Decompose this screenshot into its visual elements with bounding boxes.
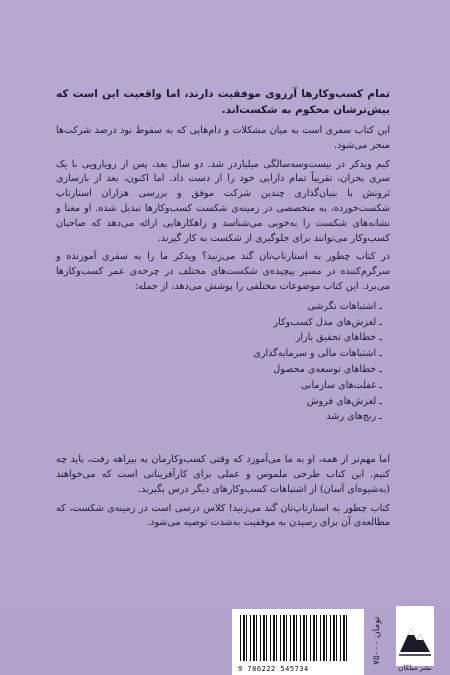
barcode — [232, 609, 364, 675]
barcode-bars — [240, 615, 350, 661]
list-item: ـ اشتباهات نگرشی — [307, 300, 382, 312]
publisher-logo-icon — [396, 606, 434, 666]
list-item: ـ خطاهای تحقیق بازار — [295, 332, 382, 344]
intro-paragraph: این کتاب سفری است به میان مشکلات و دام‌هایی که به سقوط نود درصد شرکت‌ها منجر می‌شود. — [56, 125, 390, 151]
list-item: ـ اشتباهات مالی و سرمایه‌گذاری — [253, 348, 382, 360]
price-label: ۷۵۰۰۰ تومان — [372, 616, 382, 665]
list-item: ـ لغزش‌های فروش — [306, 395, 382, 407]
barcode-number: 9 786222 545734 — [238, 665, 309, 673]
list-item: ـ لغزش‌های مدل کسب‌وکار — [273, 316, 382, 328]
headline: تمام کسب‌وکارها آرزوی موفقیت دارند، اما واقعیت این است که بیش‌ترشان محکوم به شکست‌اند. — [56, 88, 390, 116]
closing-paragraph: اما مهم‌تر از همه، او به ما می‌آموزد که وقتی کسب‌وکارمان به بیراهه رفت، باید چه کنیم. این کتاب طرحی ملموس و عملی برای کارآفرینانی است که می‌خواهند (به‌شیوه‌ای آسان) از اشتباهات کسب‌وکارهای دیگر درس بگیرند. — [56, 454, 390, 495]
author-paragraph: کیم ویدکر در بیست‌وسه‌سالگی میلیاردر شد. دو سال بعد، پس از رویارویی با یک سری بحران، تقریباً تمام دارایی خود را از دست داد. اما اکنون، بعد از بازسازی ثروتش با بنیان‌گذاری چندین شرکت موفق و بررسی هزاران استارتاپ شکست‌خورده، به متخصصی در زمینه‌ی شکست کسب‌وکارها تبدیل شده. او معنا و نشانه‌های شکست را به‌خوبی می‌شناسد و راهکارهایی ارائه می‌دهد که صاحبان کسب‌وکار می‌توانند برای جلوگیری از شکست به کار گیرند. — [56, 158, 390, 244]
list-item: ـ غفلت‌های سازمانی — [300, 379, 382, 391]
publisher-name: نشر میلکان — [398, 664, 432, 672]
topics-list — [56, 299, 382, 425]
topics-intro-paragraph: در کتاب چطور به استارتاپ‌تان گند می‌زنید؟ ویدکر ما را به سفری آموزنده و سرگرم‌کننده در مسیر پیچیده‌ی شکست‌های مختلف در چرخه‌ی عمر کسب‌وکارها می‌برد. این کتاب موضوعات مختلفی را پوشش می‌دهد، از جمله: — [56, 251, 390, 292]
blurb — [56, 86, 390, 535]
list-item: ـ رنج‌های رشد — [326, 411, 382, 423]
recommendation-paragraph: کتاب چطور به استارتاپ‌تان گند می‌زنید! کلاس درسی است در زمینه‌ی شکست، که مطالعه‌ی آن برای رسیدن به موفقیت به‌شدت توصیه می‌شود. — [56, 502, 390, 529]
list-item: ـ خطاهای توسعه‌ی محصول — [273, 363, 382, 375]
